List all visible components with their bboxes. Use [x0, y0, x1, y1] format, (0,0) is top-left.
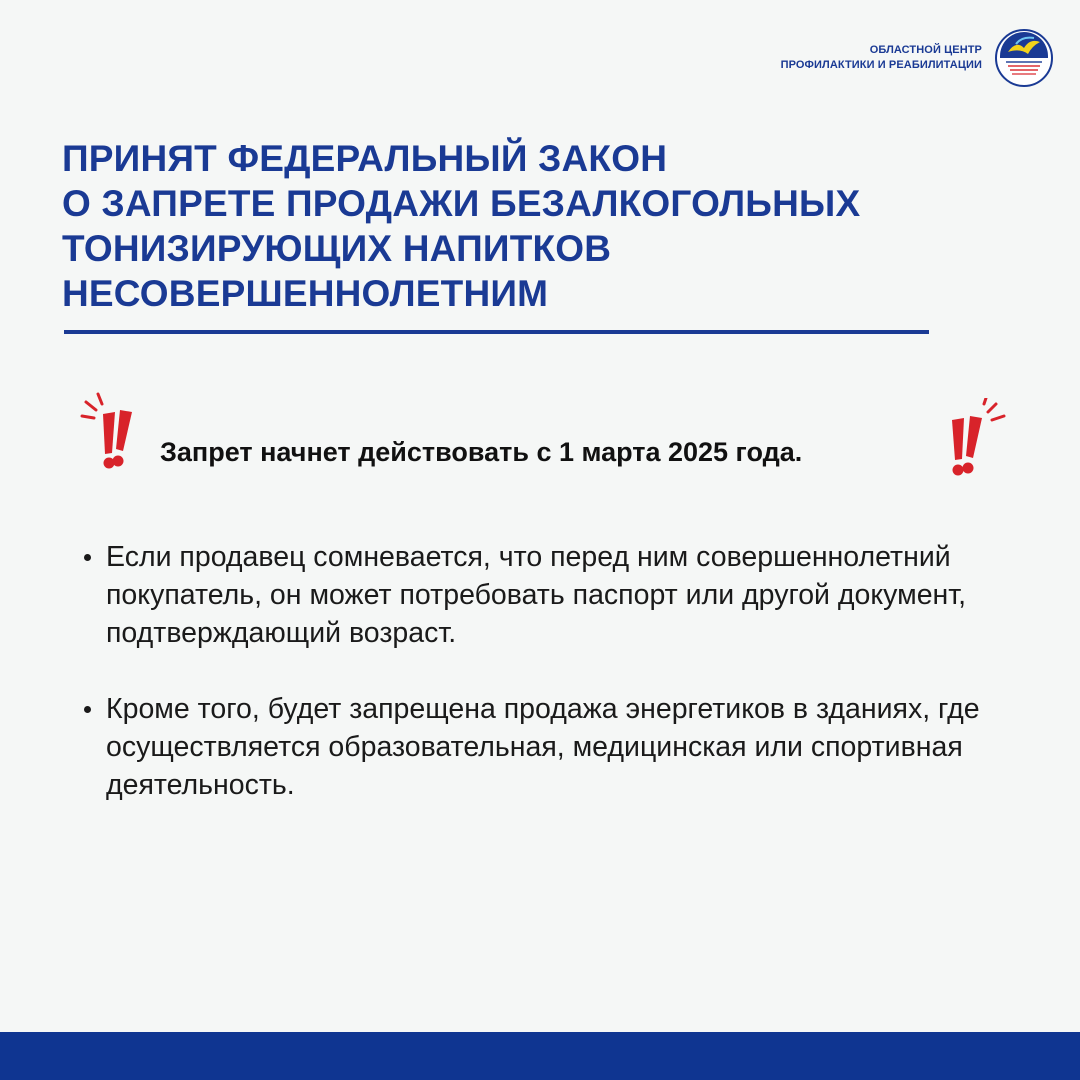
list-item	[84, 690, 984, 804]
title-line: ТОНИЗИРУЮЩИХ НАПИТКОВ	[62, 228, 612, 269]
double-exclamation-icon	[76, 392, 156, 482]
footer-band	[0, 1032, 1080, 1080]
org-header	[781, 28, 1054, 88]
title-line: О ЗАПРЕТЕ ПРОДАЖИ БЕЗАЛКОГОЛЬНЫХ	[62, 183, 861, 224]
org-name	[781, 43, 982, 73]
info-list	[84, 538, 984, 842]
double-exclamation-icon	[930, 398, 1010, 488]
title-line: ПРИНЯТ ФЕДЕРАЛЬНЫЙ ЗАКОН	[62, 138, 668, 179]
bullet-dot	[84, 554, 91, 561]
org-name-line-1: ОБЛАСТНОЙ ЦЕНТР	[869, 44, 982, 56]
page-title	[62, 136, 962, 316]
highlight-text: Запрет начнет действовать с 1 марта 2025 года.	[160, 437, 803, 467]
bullet-dot	[84, 706, 91, 713]
org-name-line-2: ПРОФИЛАКТИКИ И РЕАБИЛИТАЦИИ	[780, 59, 982, 71]
org-emblem-icon	[994, 28, 1054, 88]
title-line: НЕСОВЕРШЕННОЛЕТНИМ	[62, 273, 549, 314]
list-item-text: Если продавец сомневается, что перед ним совершеннолетний покупатель, он может потребовать паспорт или другой документ, подтверждающий возраст.	[106, 541, 967, 649]
list-item-text: Кроме того, будет запрещена продажа энергетиков в зданиях, где осуществляется образовательная, медицинская или спортивная деятельность.	[106, 693, 980, 801]
title-divider	[64, 330, 929, 334]
list-item	[84, 538, 984, 652]
